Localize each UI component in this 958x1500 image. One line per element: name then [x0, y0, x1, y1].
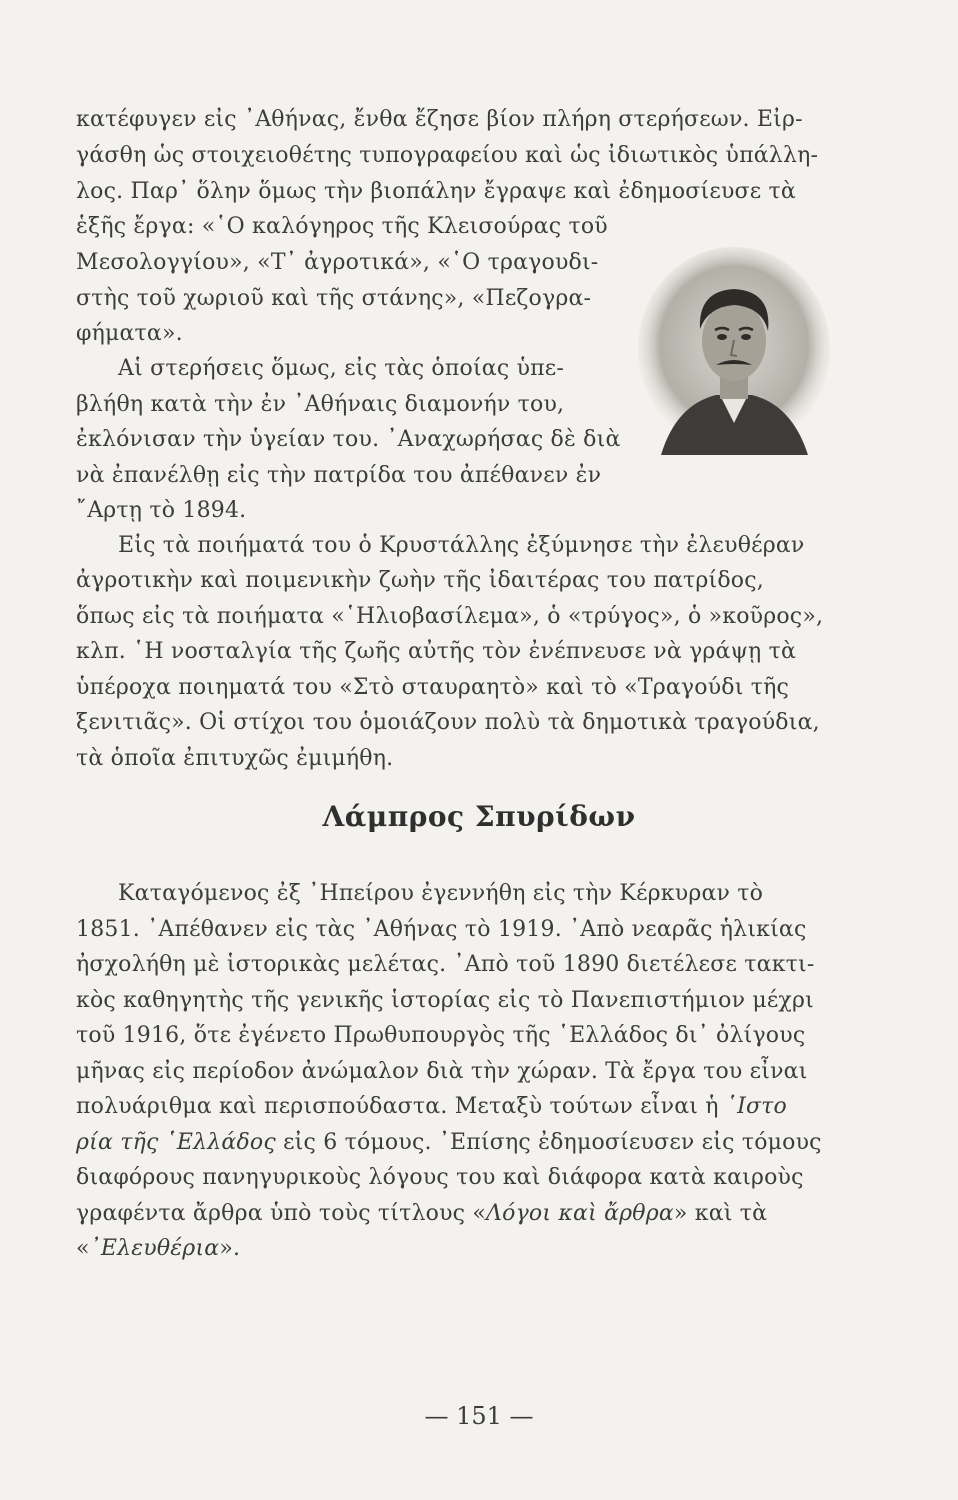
- text-span: » καὶ τὰ: [673, 1201, 768, 1226]
- italic-title: ρία τῆς ῾Ελλάδος: [76, 1130, 276, 1155]
- text-line: ἐκλόνισαν τὴν ὑγείαν του. ᾿Αναχωρήσας δὲ διὰ: [76, 427, 621, 452]
- text-line: [76, 1235, 240, 1263]
- text-line: [76, 1129, 822, 1157]
- text-span: πολυάριθμα καὶ περισπούδαστα. Μεταξὺ τούτων εἶναι ἡ: [76, 1094, 719, 1119]
- text-line: [76, 1093, 787, 1121]
- italic-title: Λόγοι καὶ ἄρθρα: [486, 1201, 674, 1226]
- text-line: τὰ ὁποῖα ἐπιτυχῶς ἐμιμήθη.: [76, 746, 394, 771]
- text-line: Αἱ στερήσεις ὅμως, εἰς τὰς ὁποίας ὑπε-: [118, 356, 565, 381]
- italic-title: ῾Ιστο: [725, 1094, 787, 1119]
- text-line: στὴς τοῦ χωριοῦ καὶ τῆς στάνης», «Πεζογρα-: [76, 286, 592, 311]
- text-line: γάσθη ὡς στοιχειοθέτης τυπογραφείου καὶ ὡς ἰδιωτικὸς ὑπάλλη-: [76, 143, 819, 168]
- text-line: τοῦ 1916, ὅτε ἐγένετο Πρωθυπουργὸς τῆς ῾Ελλάδος δι᾿ ὀλίγους: [76, 1023, 806, 1048]
- text-line: ἠσχολήθη μὲ ἱστορικὰς μελέτας. ᾿Απὸ τοῦ 1890 διετέλεσε τακτι-: [76, 952, 815, 977]
- text-line: νὰ ἐπανέλθῃ εἰς τὴν πατρίδα του ἀπέθανεν ἐν: [76, 463, 602, 488]
- text-span: «: [76, 1236, 90, 1261]
- text-line: ὑπέροχα ποιηματά του «Στὸ σταυραητὸ» καὶ τὸ «Τραγούδι τῆς: [76, 675, 790, 700]
- text-span: εἰς 6 τόμους. ᾿Επίσης ἐδημοσίευσεν εἰς τόμους: [275, 1130, 822, 1155]
- text-line: κὸς καθηγητὴς τῆς γενικῆς ἱστορίας εἰς τὸ Πανεπιστήμιον μέχρι: [76, 988, 814, 1013]
- text-line: Εἰς τὰ ποιήματά του ὁ Κρυστάλλης ἐξύμνησε τὴν ἐλευθέραν: [118, 533, 805, 558]
- text-line: φήματα».: [76, 321, 183, 346]
- text-span: γραφέντα ἄρθρα ὑπὸ τοὺς τίτλους «: [76, 1201, 487, 1226]
- text-line: βλήθη κατὰ τὴν ἐν ᾿Αθήναις διαμονήν του,: [76, 392, 565, 417]
- text-line: κλπ. ῾Η νοσταλγία τῆς ζωῆς αὐτῆς τὸν ἐνέπνευσε νὰ γράψῃ τὰ: [76, 639, 797, 664]
- text-line: κατέφυγεν εἰς ᾿Αθήνας, ἔνθα ἔζησε βίον πλήρη στερήσεων. Εἰρ-: [76, 107, 803, 132]
- text-line: ξενιτιᾶς». Οἱ στίχοι του ὁμοιάζουν πολὺ τὰ δημοτικὰ τραγούδια,: [76, 710, 820, 735]
- text-span: ».: [219, 1236, 241, 1261]
- text-line: ῎Αρτῃ τὸ 1894.: [76, 498, 247, 523]
- text-line: Καταγόμενος ἐξ ᾿Ηπείρου ἐγεννήθη εἰς τὴν Κέρκυραν τὸ: [118, 881, 764, 906]
- text-line: ἀγροτικὴν καὶ ποιμενικὴν ζωὴν τῆς ἰδαιτέρας του πατρίδος,: [76, 568, 764, 593]
- page-number: — 151 —: [424, 1402, 534, 1430]
- section-heading: Λάμπρος Σπυρίδων: [322, 800, 636, 833]
- italic-title: ᾿Ελευθέρια: [89, 1236, 220, 1261]
- text-line: λος. Παρ᾿ ὅλην ὅμως τὴν βιοπάλην ἔγραψε καὶ ἐδημοσίευσε τὰ: [76, 179, 796, 204]
- text-line: 1851. ᾿Απέθανεν εἰς τὰς ᾿Αθήνας τὸ 1919. ᾿Απὸ νεαρᾶς ἡλικίας: [76, 917, 807, 942]
- text-line: Μεσολογγίου», «Τ᾿ ἀγροτικά», «῾Ο τραγουδι-: [76, 250, 599, 275]
- portrait-photo: [636, 245, 832, 455]
- text-line: διαφόρους πανηγυρικοὺς λόγους του καὶ διάφορα κατὰ καιροὺς: [76, 1165, 804, 1190]
- text-line: ἑξῆς ἔργα: «῾Ο καλόγηρος τῆς Κλεισούρας τοῦ: [76, 214, 608, 239]
- text-line: μῆνας εἰς περίοδον ἀνώμαλον διὰ τὴν χώραν. Τὰ ἔργα του εἶναι: [76, 1059, 808, 1084]
- text-line: ὅπως εἰς τὰ ποιήματα «῾Ηλιοβασίλεμα», ὁ «τρύγος», ὁ »κοῦρος»,: [76, 604, 824, 629]
- text-line: [76, 1200, 767, 1228]
